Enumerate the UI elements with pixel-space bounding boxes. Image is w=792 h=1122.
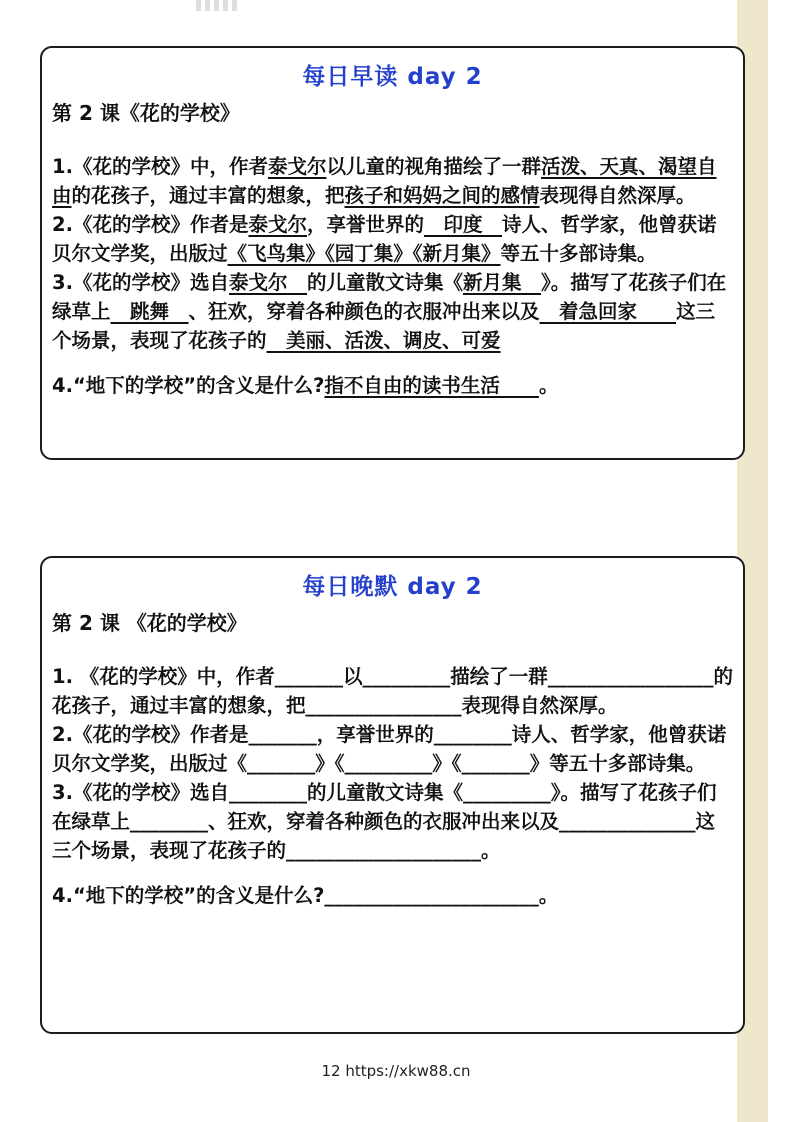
morning-reading-card <box>40 46 745 460</box>
evening-paragraph-4 <box>52 881 733 910</box>
morning-lesson-title: 第 2 课《花的学校》 <box>52 101 240 125</box>
answer-text: 指不自由的读书生活 <box>324 374 539 397</box>
evening-card-title: 每日晚默 day 2 <box>302 574 483 600</box>
question-text: 。 <box>538 374 559 397</box>
morning-paragraph-1 <box>52 152 733 210</box>
answer-text: 跳舞 <box>110 300 189 323</box>
answer-text: 新月集 <box>463 271 542 294</box>
question-text: 等五十多部诗集。 <box>500 242 657 265</box>
morning-paragraph-4 <box>52 371 733 400</box>
answer-text: 《飞鸟集》《园丁集》《新月集》 <box>227 242 501 265</box>
question-text: 3.《花的学校》选自 <box>52 271 229 294</box>
morning-paragraph-3 <box>52 268 733 355</box>
question-text: 的花孩子，通过丰富的想象，把 <box>71 184 345 207</box>
evening-paragraph-1 <box>52 662 733 720</box>
question-text: 4.“地下的学校”的含义是什么? <box>52 374 325 397</box>
answer-text: 泰戈尔 <box>248 213 307 236</box>
answer-text: 孩子和妈妈之间的感情 <box>344 184 540 207</box>
question-text: ，享誉世界的 <box>307 213 425 236</box>
answer-text: 泰戈尔 <box>267 155 327 178</box>
evening-paragraph-3 <box>52 778 733 865</box>
question-text: 、狂欢，穿着各种颜色的衣服冲出来以及 <box>188 300 540 323</box>
question-text: 以儿童的视角描绘了一群 <box>326 155 542 178</box>
question-text: 4.“地下的学校”的含义是什么?______________________。 <box>52 884 559 907</box>
answer-text: 活泼、天真、渴望自由 <box>52 155 717 207</box>
morning-card-title: 每日早读 day 2 <box>302 64 483 90</box>
answer-text: 印度 <box>424 213 503 236</box>
scan-artifact <box>196 0 238 11</box>
question-text: 3.《花的学校》选自________的儿童散文诗集《_________》。描写了花孩子们在绿草上________、狂欢，穿着各种颜色的衣服冲出来以及______________这三个场景，表现了花孩子的____________________。 <box>52 781 717 862</box>
question-text: 》。描写了花孩子们在绿草上 <box>52 271 727 323</box>
morning-paragraph-2 <box>52 210 733 268</box>
evening-dictation-card <box>40 556 745 1034</box>
question-text: 诗人、哲学家，他曾获诺贝尔文学奖，出版过 <box>52 213 717 265</box>
question-text: 1.《花的学校》中，作者 <box>52 155 268 178</box>
answer-text: 泰戈尔 <box>228 271 307 294</box>
question-text: 2.《花的学校》作者是 <box>52 213 249 236</box>
question-text: 2.《花的学校》作者是_______，享誉世界的________诗人、哲学家，他曾获诺贝尔文学奖，出版过《_______》《_________》《_______》等五十多部诗集。 <box>52 723 727 775</box>
question-text: 的儿童散文诗集《 <box>307 271 464 294</box>
evening-paragraph-2 <box>52 720 733 778</box>
question-text: 表现得自然深厚。 <box>539 184 696 207</box>
answer-text: 着急回家 <box>539 300 677 323</box>
question-text: 1. 《花的学校》中，作者_______以_________描绘了一群_________________的花孩子，通过丰富的想象，把________________表现得自然深厚。 <box>52 665 734 717</box>
evening-lesson-title: 第 2 课 《花的学校》 <box>52 611 247 635</box>
page-footer: 12 https://xkw88.cn <box>321 1062 471 1080</box>
answer-text: 美丽、活泼、调皮、可爱 <box>266 329 501 352</box>
question-text: 这三个场景，表现了花孩子的 <box>52 300 716 352</box>
